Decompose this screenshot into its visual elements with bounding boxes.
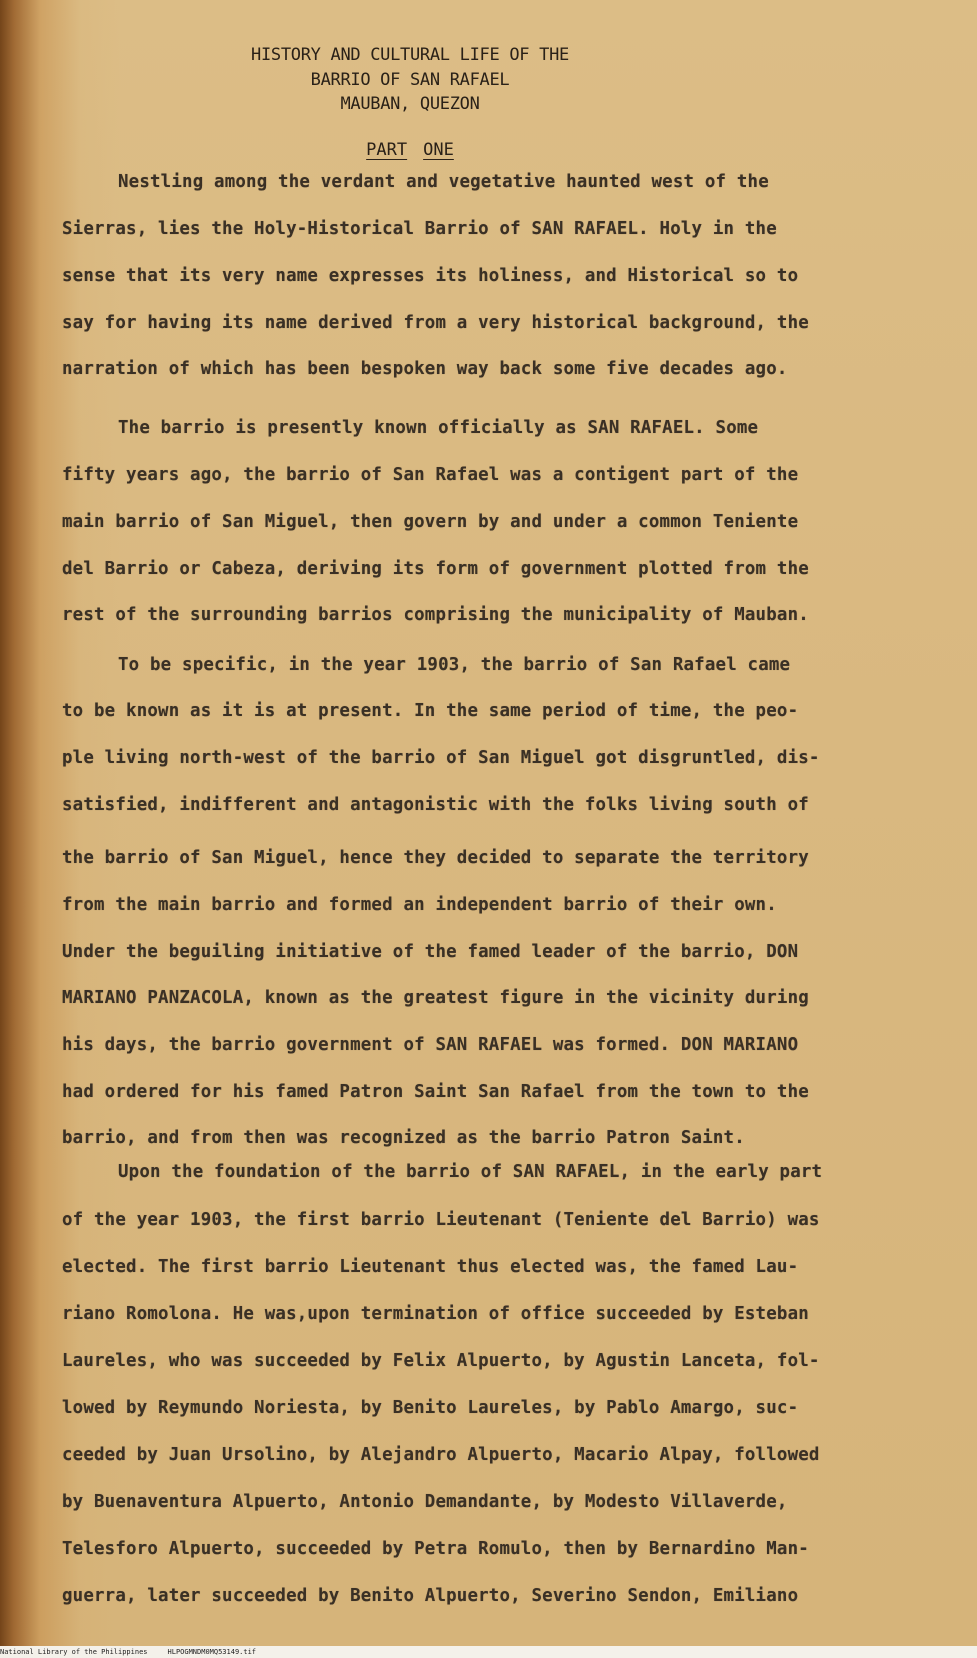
text-line: del Barrio or Cabeza, deriving its form of government plotted from the bbox=[62, 559, 809, 579]
text-line: his days, the barrio government of SAN RAFAEL was formed. DON MARIANO bbox=[62, 1035, 799, 1055]
part-heading-word-1: PART bbox=[366, 140, 408, 160]
text-line: Under the beguiling initiative of the famed leader of the barrio, DON bbox=[62, 942, 799, 962]
text-line: MARIANO PANZACOLA, known as the greatest figure in the vicinity during bbox=[62, 988, 809, 1008]
text-line: Laureles, who was succeeded by Felix Alpuerto, by Agustin Lanceta, fol- bbox=[62, 1351, 820, 1371]
text-line: satisfied, indifferent and antagonistic with the folks living south of bbox=[62, 795, 809, 815]
text-line: main barrio of San Miguel, then govern by and under a common Teniente bbox=[62, 512, 799, 532]
text-line: lowed by Reymundo Noriesta, by Benito Laureles, by Pablo Amargo, suc- bbox=[62, 1398, 799, 1418]
text-line: the barrio of San Miguel, hence they decided to separate the territory bbox=[62, 848, 809, 868]
text-line: to be known as it is at present. In the same period of time, the peo- bbox=[62, 701, 799, 721]
part-heading-word-2: ONE bbox=[423, 140, 454, 160]
text-line: by Buenaventura Alpuerto, Antonio Demandante, by Modesto Villaverde, bbox=[62, 1492, 788, 1512]
text-line: Sierras, lies the Holy-Historical Barrio of SAN RAFAEL. Holy in the bbox=[62, 219, 777, 239]
text-line: Telesforo Alpuerto, succeeded by Petra Romulo, then by Bernardino Man- bbox=[62, 1539, 809, 1559]
text-line: riano Romolona. He was,upon termination of office succeeded by Esteban bbox=[62, 1304, 809, 1324]
text-line: rest of the surrounding barrios comprising the municipality of Mauban. bbox=[62, 605, 809, 625]
text-line: barrio, and from then was recognized as the barrio Patron Saint. bbox=[62, 1128, 745, 1148]
text-line: Nestling among the verdant and vegetative haunted west of the bbox=[118, 172, 769, 192]
text-line: Upon the foundation of the barrio of SAN RAFAEL, in the early part bbox=[118, 1162, 823, 1182]
text-line: narration of which has been bespoken way back some five decades ago. bbox=[62, 359, 788, 379]
text-line: had ordered for his famed Patron Saint San Rafael from the town to the bbox=[62, 1082, 809, 1102]
text-line: sense that its very name expresses its holiness, and Historical so to bbox=[62, 266, 799, 286]
text-line: elected. The first barrio Lieutenant thus elected was, the famed Lau- bbox=[62, 1257, 799, 1277]
footer-filename: HLPOGMNDM0MQ53149.tif bbox=[167, 1648, 257, 1656]
footer-source: National Library of the Philippines bbox=[0, 1648, 148, 1656]
text-line: guerra, later succeeded by Benito Alpuerto, Severino Sendon, Emiliano bbox=[62, 1586, 799, 1606]
text-line: from the main barrio and formed an independent barrio of their own. bbox=[62, 895, 777, 915]
text-line: ceeded by Juan Ursolino, by Alejandro Alpuerto, Macario Alpay, followed bbox=[62, 1445, 820, 1465]
document-title-line-3: MAUBAN, QUEZON bbox=[340, 94, 480, 114]
text-line: To be specific, in the year 1903, the barrio of San Rafael came bbox=[118, 655, 791, 675]
text-line: of the year 1903, the first barrio Lieutenant (Teniente del Barrio) was bbox=[62, 1210, 820, 1230]
text-line: say for having its name derived from a very historical background, the bbox=[62, 313, 809, 333]
text-line: ple living north-west of the barrio of San Miguel got disgruntled, dis- bbox=[62, 748, 820, 768]
part-heading bbox=[300, 140, 520, 160]
text-line: The barrio is presently known officially as SAN RAFAEL. Some bbox=[118, 418, 759, 438]
document-title-line-1: HISTORY AND CULTURAL LIFE OF THE bbox=[251, 45, 569, 65]
scan-footer bbox=[0, 1646, 977, 1658]
document-title-line-2: BARRIO OF SAN RAFAEL bbox=[310, 70, 510, 90]
text-line: fifty years ago, the barrio of San Rafael was a contigent part of the bbox=[62, 465, 799, 485]
